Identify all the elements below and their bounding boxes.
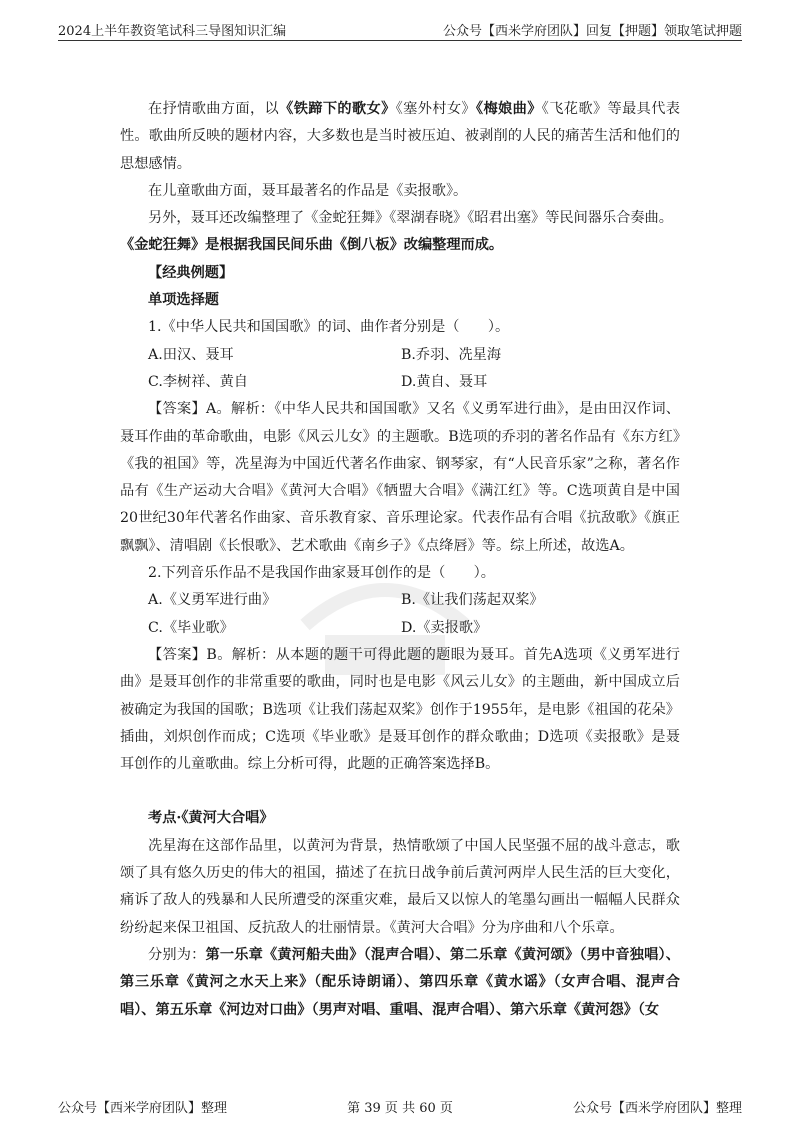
footer-left: 公众号【西米学府团队】整理 [58, 1101, 228, 1116]
page-header [58, 18, 742, 41]
section-title: 考点·《黄河大合唱》 [148, 810, 274, 827]
option-a: A.田汉、聂耳 [148, 346, 234, 363]
footer-right: 公众号【西米学府团队】整理 [572, 1101, 742, 1116]
question-type-heading: 单项选择题 [148, 292, 219, 309]
header-title: 2024上半年教资笔试科三导图知识汇编 [58, 24, 287, 39]
question-1-options-row-2 [120, 369, 680, 396]
document-body [120, 96, 680, 1024]
option-a: A.《义勇军进行曲》 [148, 592, 277, 609]
example-heading: 【经典例题】 [148, 264, 234, 281]
paragraph-children-songs: 在儿童歌曲方面，聂耳最著名的作品是《卖报歌》。 [148, 182, 468, 199]
question-1-options-row-1 [120, 342, 680, 369]
option-b: B.《让我们荡起双桨》 [400, 592, 544, 609]
option-c: C.《毕业歌》 [148, 619, 234, 636]
paragraph-movements: 分别为：第一乐章《黄河船夫曲》（混声合唱）、第二乐章《黄河颂》（男中音独唱）、第三乐章《黄河之水天上来》（配乐诗朗诵）、第四乐章《黄水谣》（女声合唱、混声合唱）、第五乐章《河边对口曲》（男声对唱、重唱、混声合唱）、第六乐章《黄河怨》（女 [120, 946, 680, 1018]
question-1-stem: 1.《中华人民共和国国歌》的词、曲作者分别是（ ）。 [148, 319, 510, 336]
question-2-options-row-1 [120, 587, 680, 614]
paragraph-yellow-river: 冼星海在这部作品里，以黄河为背景，热情歌颂了中国人民坚强不屈的战斗意志，歌颂了具有悠久历史的伟大的祖国，描述了在抗日战争前后黄河两岸人民生活的巨大变化，痛诉了敌人的残暴和人民所遭受的深重灾难，最后又以惊人的笔墨勾画出一幅幅人民群众纷纷起来保卫祖国、反抗敌人的壮丽情景。《黄河大合唱》分为序曲和八个乐章。 [120, 837, 680, 936]
paragraph-lyric-songs: 在抒情歌曲方面，以《铁蹄下的歌女》《塞外村女》《梅娘曲》《飞花歌》等最具代表性。歌曲所反映的题材内容，大多数也是当时被压迫、被剥削的人民的痛苦生活和他们的思想感情。 [120, 101, 680, 172]
paragraph-folk-arrangements: 另外，聂耳还改编整理了《金蛇狂舞》《翠湖春晓》《昭君出塞》等民间器乐合奏曲。 [148, 210, 673, 227]
option-d: D.黄自、聂耳 [400, 373, 488, 390]
question-2-stem: 2.下列音乐作品不是我国作曲家聂耳创作的是（ ）。 [148, 565, 495, 582]
option-c: C.李树祥、黄自 [148, 373, 248, 390]
paragraph-jinshe-note: 《金蛇狂舞》是根据我国民间乐曲《倒八板》改编整理而成。 [120, 237, 504, 254]
question-2-answer: 【答案】B。解析：从本题的题干可得此题的题眼为聂耳。首先A选项《义勇军进行曲》是聂耳创作的非常重要的歌曲，同时也是电影《风云儿女》的主题曲，新中国成立后被确定为我国的国歌；B选项《让我们荡起双桨》创作于1955年，是电影《祖国的花朵》插曲，刘炽创作而成；C选项《毕业歌》是聂耳创作的群众歌曲；D选项《卖报歌》是聂耳创作的儿童歌曲。综上分析可得，此题的正确答案选择B。 [120, 646, 680, 773]
header-promo: 公众号【西米学府团队】回复【押题】领取笔试押题 [442, 24, 742, 39]
question-1-answer: 【答案】A。解析：《中华人民共和国国歌》又名《义勇军进行曲》，是由田汉作词、聂耳作曲的革命歌曲，电影《风云儿女》的主题歌。B选项的乔羽的著名作品有《东方红》《我的祖国》等，冼星海为中国近代著名作曲家、钢琴家，有“人民音乐家”之称，著名作品有《生产运动大合唱》《黄河大合唱》《牺盟大合唱》《满江红》等。C选项黄自是中国20世纪30年代著名作曲家、音乐教育家、音乐理论家。代表作品有合唱《抗敌歌》《旗正飘飘》、清唱剧《长恨歌》、艺术歌曲《南乡子》《点绛唇》等。综上所述，故选A。 [120, 401, 680, 554]
page-number: 第 39 页 共 60 页 [347, 1101, 453, 1116]
option-d: D.《卖报歌》 [400, 619, 488, 636]
option-b: B.乔羽、冼星海 [400, 346, 502, 363]
question-2-options-row-2 [120, 615, 680, 642]
